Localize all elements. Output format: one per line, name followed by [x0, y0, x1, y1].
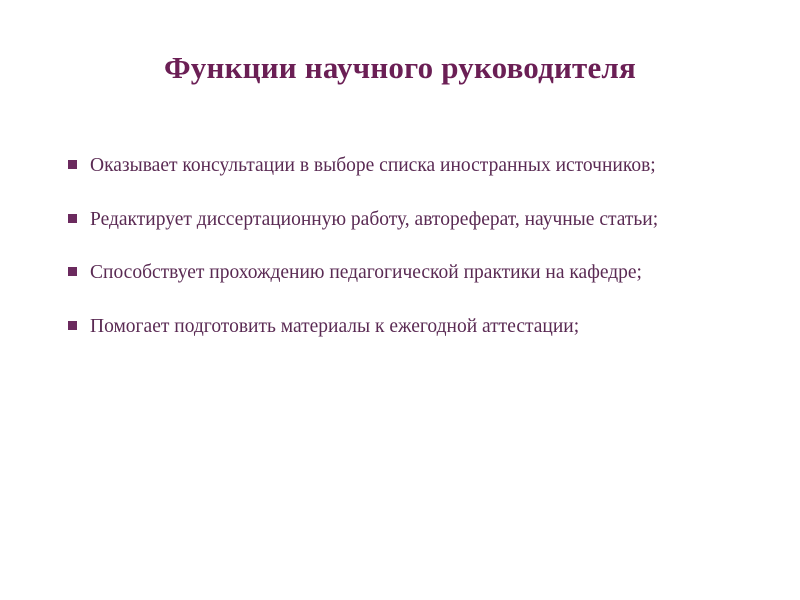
list-item [60, 152, 720, 180]
square-bullet-icon [68, 267, 77, 276]
bullet-list [60, 152, 720, 341]
list-item [60, 313, 720, 341]
list-item-label: Способствует прохождению педагогической практики на кафедре; [90, 262, 642, 284]
list-item [60, 206, 720, 234]
square-bullet-icon [68, 214, 77, 223]
square-bullet-icon [68, 321, 77, 330]
page-title: Функции научного руководителя [163, 50, 636, 85]
list-item-label: Помогает подготовить материалы к ежегодной аттестации; [90, 316, 580, 338]
list-item [60, 259, 720, 287]
list-item-label: Оказывает консультации в выборе списка иностранных источников; [90, 155, 656, 176]
list-item-label: Редактирует диссертационную работу, автореферат, научные статьи; [90, 208, 659, 230]
square-bullet-icon [68, 160, 77, 169]
